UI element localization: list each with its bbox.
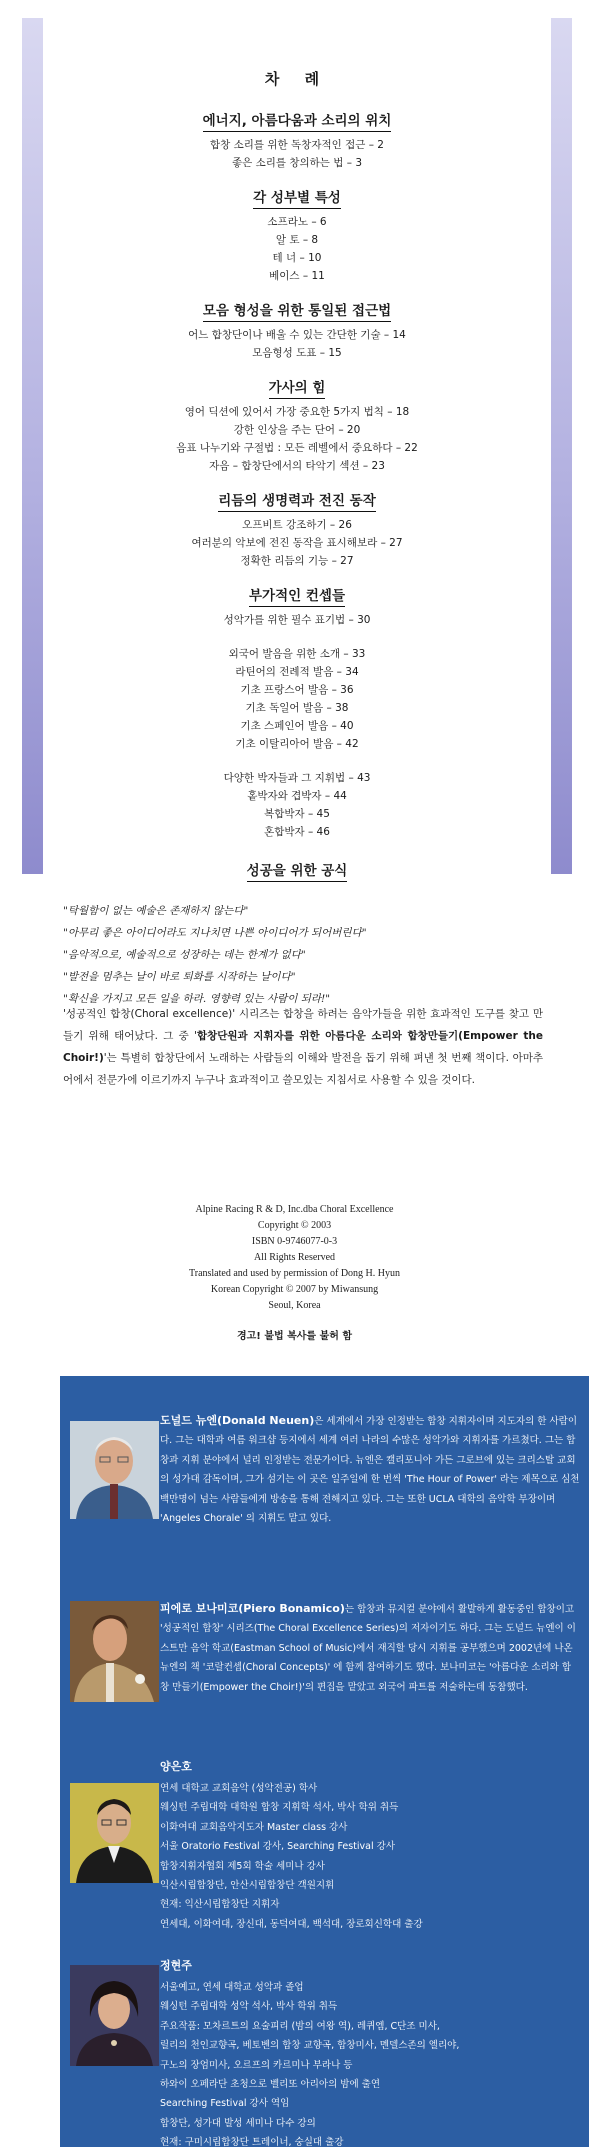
- quote-line: "음악적으로, 예술적으로 성장하는 데는 한계가 없다": [63, 949, 306, 961]
- toc-item: 어느 합창단이나 배울 수 있는 간단한 기술 – 14: [188, 329, 406, 341]
- bio-line: 현재: 구미시립합창단 트레이너, 숭실대 출강: [160, 2137, 344, 2149]
- bio-donald-neuen: [160, 1411, 580, 1528]
- toc-item: 외국어 발음을 위한 소개 – 33: [228, 648, 366, 660]
- toc-item: 기초 이탈리아어 발음 – 42: [235, 738, 359, 750]
- bio-name: 정현주: [160, 1959, 192, 1972]
- toc-item: 영어 딕션에 있어서 가장 중요한 5가지 법칙 – 18: [184, 406, 410, 418]
- toc-item: 정확한 리듬의 기능 – 27: [240, 555, 354, 567]
- toc-item: 음표 나누기와 구절법 : 모든 레벨에서 중요하다 – 22: [176, 442, 418, 454]
- toc-section-heading: 부가적인 컨셉들: [249, 584, 345, 607]
- toc-final-heading: 성공을 위한 공식: [247, 859, 348, 882]
- portrait-icon: [70, 1421, 159, 1519]
- table-of-contents: [22, 18, 572, 879]
- toc-item: 좋은 소리를 창의하는 법 – 3: [231, 157, 363, 169]
- copyright-line: ISBN 0-9746077-0-3: [251, 1236, 338, 1247]
- bio-jung: [160, 1956, 580, 2153]
- toc-section: [43, 489, 551, 570]
- toc-item: 강한 인상을 주는 단어 – 20: [233, 424, 361, 436]
- toc-section: [43, 109, 551, 172]
- bio-line: 서울 Oratorio Festival 강사, Searching Festival 강사: [160, 1841, 396, 1853]
- toc-item: 모음형성 도표 – 15: [252, 347, 342, 359]
- toc-section-heading: 가사의 힘: [269, 376, 326, 399]
- toc-item: 여러분의 악보에 전진 동작을 표시해보라 – 27: [191, 537, 403, 549]
- toc-item: 기초 독일어 발음 – 38: [245, 702, 349, 714]
- toc-item: 합창 소리를 위한 독창자적인 접근 – 2: [210, 139, 384, 151]
- toc-item: 혼합박자 – 46: [264, 826, 330, 838]
- bio-line: 연세대, 이화여대, 장신대, 동덕여대, 백석대, 장로회신학대 출강: [160, 1918, 423, 1930]
- bio-line: 릴리의 천인교향곡, 베토벤의 합창 교향곡, 합창미사, 멘델스존의 엘리야,: [160, 2040, 460, 2052]
- copyright-line: Translated and used by permission of Dong H. Hyun: [188, 1268, 400, 1279]
- bio-yang: [160, 1757, 580, 1934]
- toc-item: 테 너 – 10: [272, 252, 322, 264]
- bio-line: 주요작품: 모차르트의 요술피리 (밤의 여왕 역), 레퀴엠, C단조 미사,: [160, 2020, 440, 2032]
- toc-left-bar: [22, 18, 43, 874]
- toc-right-bar: [551, 18, 572, 874]
- intro-paragraph: [63, 1003, 543, 1091]
- intro-book-title: 합창단원과 지휘자를 위한 아름다운 소리와 합창만들기(Empower the Choir!): [63, 1030, 543, 1064]
- bio-text: 은 세계에서 가장 인정받는 합창 지휘자이며 지도자의 한 사람이다. 그는 대학과 여름 워크샵 등지에서 세계 여러 나라의 수많은 성악가와 지휘자를 가르쳤다. 그는 합창과 지휘 분야에서 널리 인정받는 전문가이다. 뉴엔은 캘리포니아 가든 그로브에 있는 크리스탈 교회의 성가대 감독이며, 그가 섬기는 이 곳은 일주일에 한 번씩 'The Hour of Power' 라는 제목으로 심천백만명이 넘는 사람들에게 방송을 통해 전해지고 있다. 그는 또한 UCLA 대학의 음악학 부장이며 'Angeles Chorale' 의 지휘도 맡고 있다.: [160, 1416, 580, 1525]
- copyright-line: Korean Copyright © 2007 by Miwansung: [210, 1284, 379, 1295]
- toc-item: 기초 스페인어 발음 – 40: [240, 720, 354, 732]
- bio-name: 양은호: [160, 1760, 192, 1773]
- intro-text-end: '는 특별히 합창단에서 노래하는 사람들의 이해와 발전을 돕기 위해 펴낸 첫 번째 책이다. 아마추어에서 전문가에 이르기까지 누구나 효과적이고 쓸모있는 지침서로 사용할 수 있을 것이다.: [63, 1052, 543, 1086]
- bio-line: 구노의 장엄미사, 오르프의 카르미나 부라나 등: [160, 2059, 353, 2071]
- bio-name: 도널드 뉴엔(Donald Neuen): [160, 1414, 315, 1427]
- toc-item: 자음 – 합창단에서의 타악기 섹션 – 23: [209, 460, 385, 472]
- copyright-line: Copyright © 2003: [257, 1220, 332, 1231]
- bio-line: 하와이 오페라단 초청으로 벨리또 아리아의 밤에 출연: [160, 2079, 381, 2091]
- author-bio-panel: [60, 1376, 589, 2147]
- bio-line: 합창단, 성가대 발성 세미나 다수 강의: [160, 2117, 316, 2129]
- toc-section-heading: 모음 형성을 위한 통일된 접근법: [203, 299, 391, 322]
- toc-section: [43, 376, 551, 475]
- copyright-block: [0, 1202, 589, 1314]
- portrait-icon: [70, 1601, 159, 1702]
- bio-line: 현재: 익산시립합창단 지휘자: [160, 1899, 280, 1911]
- bio-text: 는 합창과 뮤지컬 분야에서 활발하게 활동중인 합창이고 '성공적인 합창' 시리즈(The Choral Excellence Series)의 저자이기도 하다. 그는 도널드 뉴엔이 이스트만 음악 학교(Eastman School of Music)에서 재직할 당시 지휘를 공부했으며 2002년에 나온 뉴엔의 책 '코랄컨셉(Choral Concepts)' 에 함께 참여하기도 했다. 보나미코는 '아름다운 소리와 합창 만들기(Empower the Choir!)'의 편집을 맡았고 외국어 파트를 저술하는데 동참했다.: [160, 1604, 576, 1693]
- portrait-icon: [70, 1783, 159, 1883]
- quote-line: "발전을 멈추는 날이 바로 퇴화를 시작하는 날이다": [63, 971, 296, 983]
- toc-section-heading: 에너지, 아름다움과 소리의 위치: [203, 109, 392, 132]
- quotes-block: [63, 900, 543, 1010]
- copy-warning: 경고! 불법 복사를 불허 함: [236, 1331, 353, 1342]
- toc-item: 성악가를 위한 필수 표기법 – 30: [223, 614, 371, 626]
- bio-line: Searching Festival 강사 역임: [160, 2098, 290, 2110]
- toc-item: 오프비트 강조하기 – 26: [242, 519, 352, 531]
- copyright-line: All Rights Reserved: [253, 1252, 336, 1263]
- quote-line: "확신을 가지고 모든 일을 하라. 영향력 있는 사람이 되라!": [63, 993, 331, 1005]
- bio-piero-bonamico: [160, 1599, 580, 1697]
- toc-item: 복합박자 – 45: [264, 808, 330, 820]
- toc-section: [43, 584, 551, 841]
- toc-body: [43, 18, 551, 879]
- bio-line: 합창지휘자협회 제5회 학술 세미나 강사: [160, 1860, 325, 1872]
- intro-text-start: '성공적인 합창(Choral excellence)' 시리즈는 합창을 하려는 음악가들을 위한 효과적인 도구를 찾고 만들기 위해 태어났다. 그 중 ': [63, 1008, 543, 1042]
- copyright-line: Seoul, Korea: [268, 1300, 321, 1311]
- bio-line: 웨싱턴 주립대학 대학원 합창 지휘학 석사, 박사 학위 취득: [160, 1802, 399, 1814]
- toc-item: 베이스 – 11: [269, 270, 325, 282]
- toc-item: 라틴어의 전례적 발음 – 34: [235, 666, 359, 678]
- bio-line: 서울예고, 연세 대학교 성악과 졸업: [160, 1982, 304, 1993]
- toc-section: [43, 299, 551, 362]
- copyright-line: Alpine Racing R & D, Inc.dba Choral Excellence: [195, 1204, 394, 1215]
- bio-line: 익산시립합창단, 안산시립합창단 객원지휘: [160, 1880, 335, 1892]
- toc-section: [43, 186, 551, 285]
- toc-item: 알 토 – 8: [275, 234, 319, 246]
- toc-item: 다양한 박자들과 그 지휘법 – 43: [223, 772, 371, 784]
- bio-line: 웨싱턴 주립대학 성악 석사, 박사 학위 취득: [160, 2001, 338, 2013]
- bio-line: 연세 대학교 교회음악 (성악전공) 학사: [160, 1783, 318, 1794]
- toc-section-heading: 각 성부별 특성: [253, 186, 341, 209]
- toc-item: 소프라노 – 6: [267, 216, 327, 228]
- toc-item: 홑박자와 겹박자 – 44: [247, 790, 347, 802]
- quote-line: "탁월함이 없는 예술은 존재하지 않는다": [63, 905, 249, 917]
- toc-section-heading: 리듬의 생명력과 전진 동작: [218, 489, 376, 512]
- toc-title: 차 례: [264, 70, 330, 88]
- toc-item: 기초 프랑스어 발음 – 36: [240, 684, 354, 696]
- bio-name: 피에로 보나미코(Piero Bonamico): [160, 1602, 345, 1615]
- bio-line: 이화여대 교회음악지도자 Master class 강사: [160, 1821, 348, 1833]
- quote-line: "아무리 좋은 아이디어라도 지나치면 나쁜 아이디어가 되어버린다": [63, 927, 367, 939]
- portrait-icon: [70, 1965, 159, 2066]
